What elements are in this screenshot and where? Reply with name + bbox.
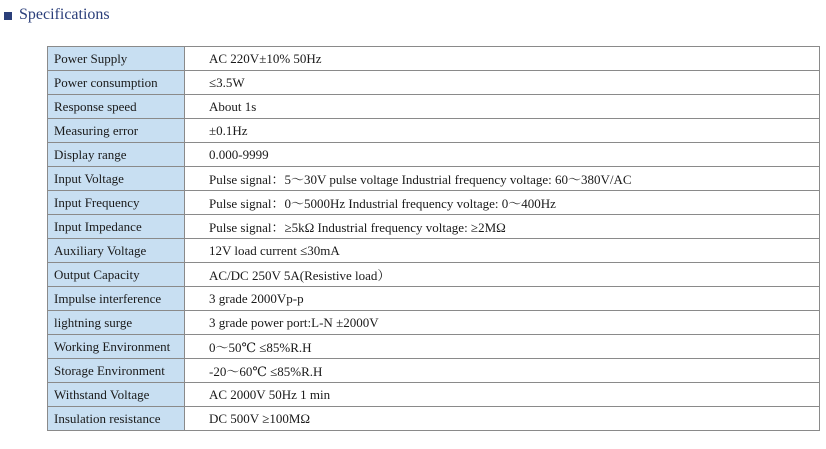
- spec-value: About 1s: [185, 95, 820, 119]
- table-row: [48, 95, 820, 119]
- spec-value: -20～60℃ ≤85%R.H: [185, 359, 820, 383]
- spec-label: Input Impedance: [48, 215, 185, 239]
- spec-value: 12V load current ≤30mA: [185, 239, 820, 263]
- spec-value: Pulse signal：5～30V pulse voltage Industrial frequency voltage: 60～380V/AC: [185, 167, 820, 191]
- square-bullet-icon: [4, 12, 12, 20]
- specifications-table-body: [48, 47, 820, 431]
- spec-value: ±0.1Hz: [185, 119, 820, 143]
- spec-label: Withstand Voltage: [48, 383, 185, 407]
- spec-value: ≤3.5W: [185, 71, 820, 95]
- table-row: [48, 143, 820, 167]
- table-row: [48, 311, 820, 335]
- spec-label: Input Voltage: [48, 167, 185, 191]
- specifications-table: [47, 46, 820, 431]
- table-row: [48, 71, 820, 95]
- spec-label: Power consumption: [48, 71, 185, 95]
- spec-value: 0.000-9999: [185, 143, 820, 167]
- section-title: Specifications: [19, 6, 110, 23]
- table-row: [48, 191, 820, 215]
- spec-label: Input Frequency: [48, 191, 185, 215]
- spec-label: lightning surge: [48, 311, 185, 335]
- spec-label: Response speed: [48, 95, 185, 119]
- spec-value: Pulse signal：≥5kΩ Industrial frequency voltage: ≥2MΩ: [185, 215, 820, 239]
- table-row: [48, 119, 820, 143]
- spec-label: Auxiliary Voltage: [48, 239, 185, 263]
- spec-value: 0～50℃ ≤85%R.H: [185, 335, 820, 359]
- spec-value: 3 grade 2000Vp-p: [185, 287, 820, 311]
- spec-label: Power Supply: [48, 47, 185, 71]
- spec-label: Output Capacity: [48, 263, 185, 287]
- spec-label: Display range: [48, 143, 185, 167]
- spec-value: 3 grade power port:L-N ±2000V: [185, 311, 820, 335]
- spec-value: AC 2000V 50Hz 1 min: [185, 383, 820, 407]
- table-row: [48, 215, 820, 239]
- table-row: [48, 383, 820, 407]
- spec-value: AC/DC 250V 5A(Resistive load）: [185, 263, 820, 287]
- table-row: [48, 287, 820, 311]
- table-row: [48, 239, 820, 263]
- table-row: [48, 47, 820, 71]
- spec-value: DC 500V ≥100MΩ: [185, 407, 820, 431]
- spec-label: Working Environment: [48, 335, 185, 359]
- table-row: [48, 359, 820, 383]
- spec-label: Insulation resistance: [48, 407, 185, 431]
- spec-value: Pulse signal：0～5000Hz Industrial frequency voltage: 0～400Hz: [185, 191, 820, 215]
- spec-label: Storage Environment: [48, 359, 185, 383]
- section-heading: [4, 4, 110, 26]
- table-row: [48, 263, 820, 287]
- spec-value: AC 220V±10% 50Hz: [185, 47, 820, 71]
- table-row: [48, 335, 820, 359]
- spec-label: Measuring error: [48, 119, 185, 143]
- table-row: [48, 407, 820, 431]
- spec-label: Impulse interference: [48, 287, 185, 311]
- table-row: [48, 167, 820, 191]
